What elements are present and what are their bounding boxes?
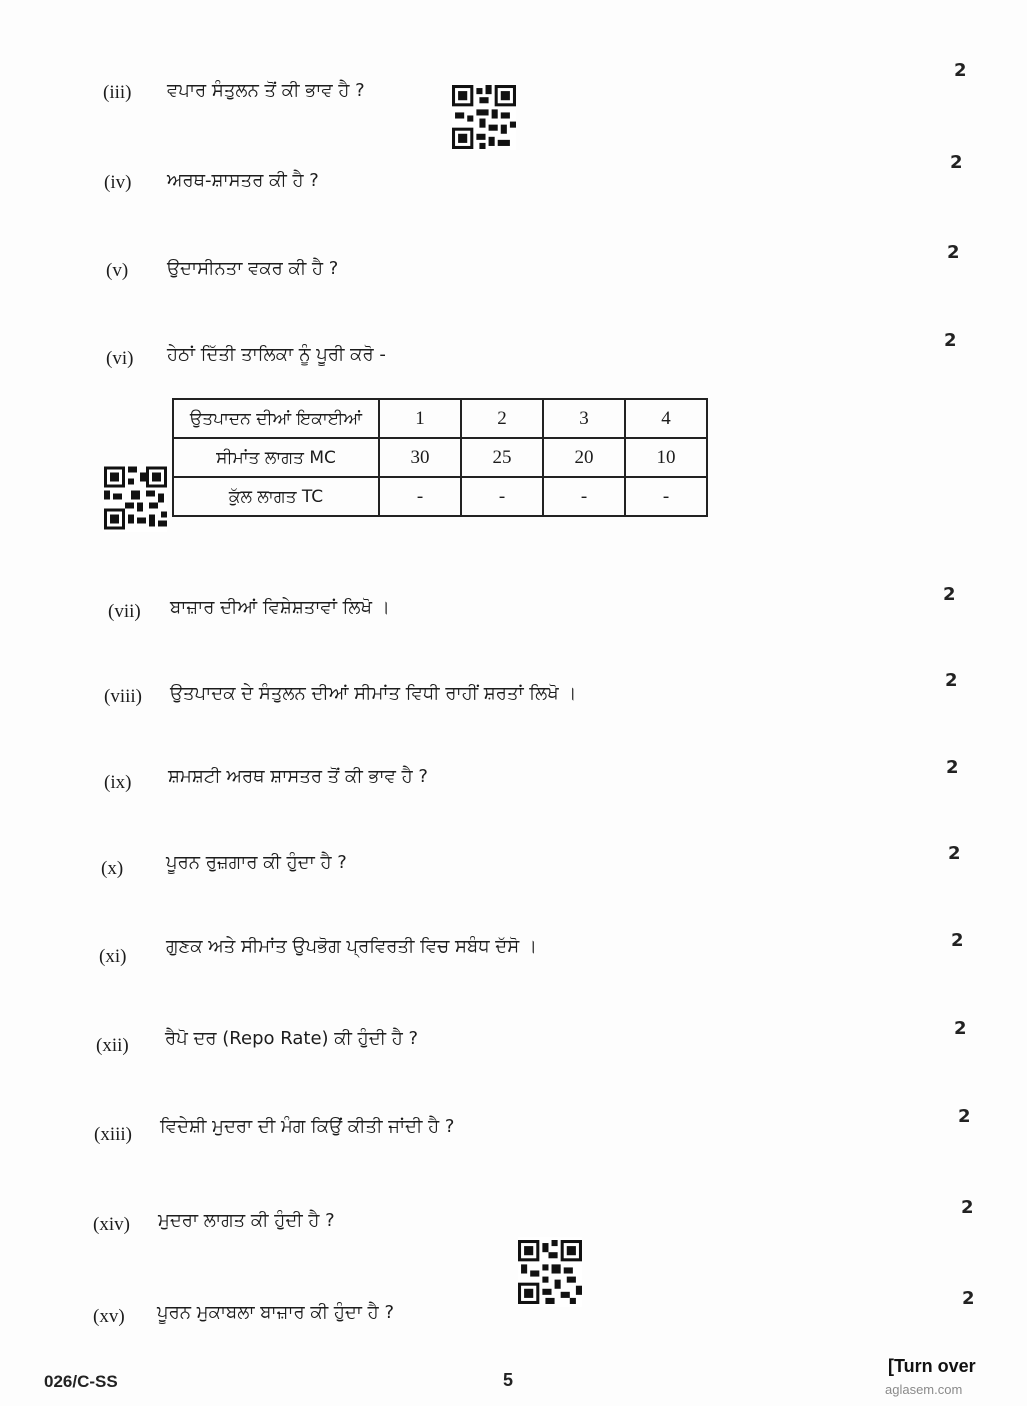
question-number: (xii) bbox=[96, 1035, 129, 1056]
question-text: ਮੁਦਰਾ ਲਾਗਤ ਕੀ ਹੁੰਦੀ ਹੈ ? bbox=[158, 1210, 335, 1231]
question-text: ਅਰਥ-ਸ਼ਾਸਤਰ ਕੀ ਹੈ ? bbox=[167, 170, 319, 191]
watermark: aglasem.com bbox=[885, 1382, 963, 1397]
table-cell: - bbox=[625, 477, 707, 516]
question-marks: 2 bbox=[943, 584, 956, 605]
question-marks: 2 bbox=[962, 1288, 975, 1309]
table-cell: 10 bbox=[625, 438, 707, 477]
table-row bbox=[173, 477, 707, 516]
table-row-label: ਕੁੱਲ ਲਾਗਤ TC bbox=[173, 477, 379, 516]
question-number: (iii) bbox=[103, 82, 132, 103]
qr-code-icon bbox=[452, 84, 516, 150]
question-text: ਵਪਾਰ ਸੰਤੁਲਨ ਤੋਂ ਕੀ ਭਾਵ ਹੈ ? bbox=[167, 80, 365, 101]
question-number: (iv) bbox=[104, 172, 132, 193]
table-cell: - bbox=[379, 477, 461, 516]
question-marks: 2 bbox=[958, 1106, 971, 1127]
page-number: 5 bbox=[503, 1370, 514, 1390]
table-row bbox=[173, 399, 707, 438]
table-cell: 25 bbox=[461, 438, 543, 477]
question-number: (viii) bbox=[104, 686, 142, 707]
question-text: ਸ਼ਮਸ਼ਟੀ ਅਰਥ ਸ਼ਾਸਤਰ ਤੋਂ ਕੀ ਭਾਵ ਹੈ ? bbox=[168, 766, 428, 787]
table-row bbox=[173, 438, 707, 477]
question-marks: 2 bbox=[954, 60, 967, 81]
question-marks: 2 bbox=[947, 242, 960, 263]
question-number: (ix) bbox=[104, 772, 132, 793]
cost-table bbox=[172, 398, 708, 517]
question-text: ਉਤਪਾਦਕ ਦੇ ਸੰਤੁਲਨ ਦੀਆਂ ਸੀਮਾਂਤ ਵਿਧੀ ਰਾਹੀਂ ਸ਼ਰਤਾਂ ਲਿਖੋ । bbox=[170, 683, 577, 704]
question-number: (xv) bbox=[93, 1306, 125, 1327]
qr-code-icon bbox=[104, 464, 167, 532]
table-cell: - bbox=[461, 477, 543, 516]
question-number: (xiv) bbox=[93, 1214, 130, 1235]
table-row-label: ਸੀਮਾਂਤ ਲਾਗਤ MC bbox=[173, 438, 379, 477]
question-marks: 2 bbox=[945, 670, 958, 691]
table-cell: 20 bbox=[543, 438, 625, 477]
table-row-label: ਉਤਪਾਦਨ ਦੀਆਂ ਇਕਾਈਆਂ bbox=[173, 399, 379, 438]
question-text: ਵਿਦੇਸ਼ੀ ਮੁਦਰਾ ਦੀ ਮੰਗ ਕਿਉਂ ਕੀਤੀ ਜਾਂਦੀ ਹੈ ? bbox=[160, 1116, 455, 1137]
question-marks: 2 bbox=[948, 843, 961, 864]
qr-code-icon bbox=[518, 1237, 582, 1307]
table-cell: - bbox=[543, 477, 625, 516]
table-cell: 30 bbox=[379, 438, 461, 477]
question-text: ਰੈਪੋ ਦਰ (Repo Rate) ਕੀ ਹੁੰਦੀ ਹੈ ? bbox=[165, 1028, 419, 1049]
question-marks: 2 bbox=[946, 757, 959, 778]
question-text: ਪੂਰਨ ਰੁਜ਼ਗਾਰ ਕੀ ਹੁੰਦਾ ਹੈ ? bbox=[166, 852, 347, 873]
table-cell: 2 bbox=[461, 399, 543, 438]
turn-over-label: [Turn over bbox=[888, 1356, 976, 1376]
question-marks: 2 bbox=[954, 1018, 967, 1039]
question-text: ਉਦਾਸੀਨਤਾ ਵਕਰ ਕੀ ਹੈ ? bbox=[167, 258, 339, 279]
question-number: (vii) bbox=[108, 601, 141, 622]
question-text: ਗੁਣਕ ਅਤੇ ਸੀਮਾਂਤ ਉਪਭੋਗ ਪ੍ਰਵਿਰਤੀ ਵਿਚ ਸਬੰਧ ਦੱਸੋ । bbox=[166, 936, 538, 957]
question-marks: 2 bbox=[961, 1197, 974, 1218]
question-number: (vi) bbox=[106, 348, 134, 369]
paper-code: 026/C-SS bbox=[44, 1372, 118, 1391]
question-text: ਹੇਠਾਂ ਦਿੱਤੀ ਤਾਲਿਕਾ ਨੂੰ ਪੂਰੀ ਕਰੋ - bbox=[167, 344, 386, 365]
question-marks: 2 bbox=[951, 930, 964, 951]
table-cell: 4 bbox=[625, 399, 707, 438]
question-text: ਬਾਜ਼ਾਰ ਦੀਆਂ ਵਿਸ਼ੇਸ਼ਤਾਵਾਂ ਲਿਖੋ । bbox=[170, 597, 390, 618]
table-cell: 1 bbox=[379, 399, 461, 438]
question-marks: 2 bbox=[944, 330, 957, 351]
table-cell: 3 bbox=[543, 399, 625, 438]
question-text: ਪੂਰਨ ਮੁਕਾਬਲਾ ਬਾਜ਼ਾਰ ਕੀ ਹੁੰਦਾ ਹੈ ? bbox=[157, 1302, 395, 1323]
question-marks: 2 bbox=[950, 152, 963, 173]
question-number: (x) bbox=[101, 858, 124, 879]
question-number: (xi) bbox=[99, 946, 127, 967]
question-number: (xiii) bbox=[94, 1124, 132, 1145]
question-number: (v) bbox=[106, 260, 129, 281]
